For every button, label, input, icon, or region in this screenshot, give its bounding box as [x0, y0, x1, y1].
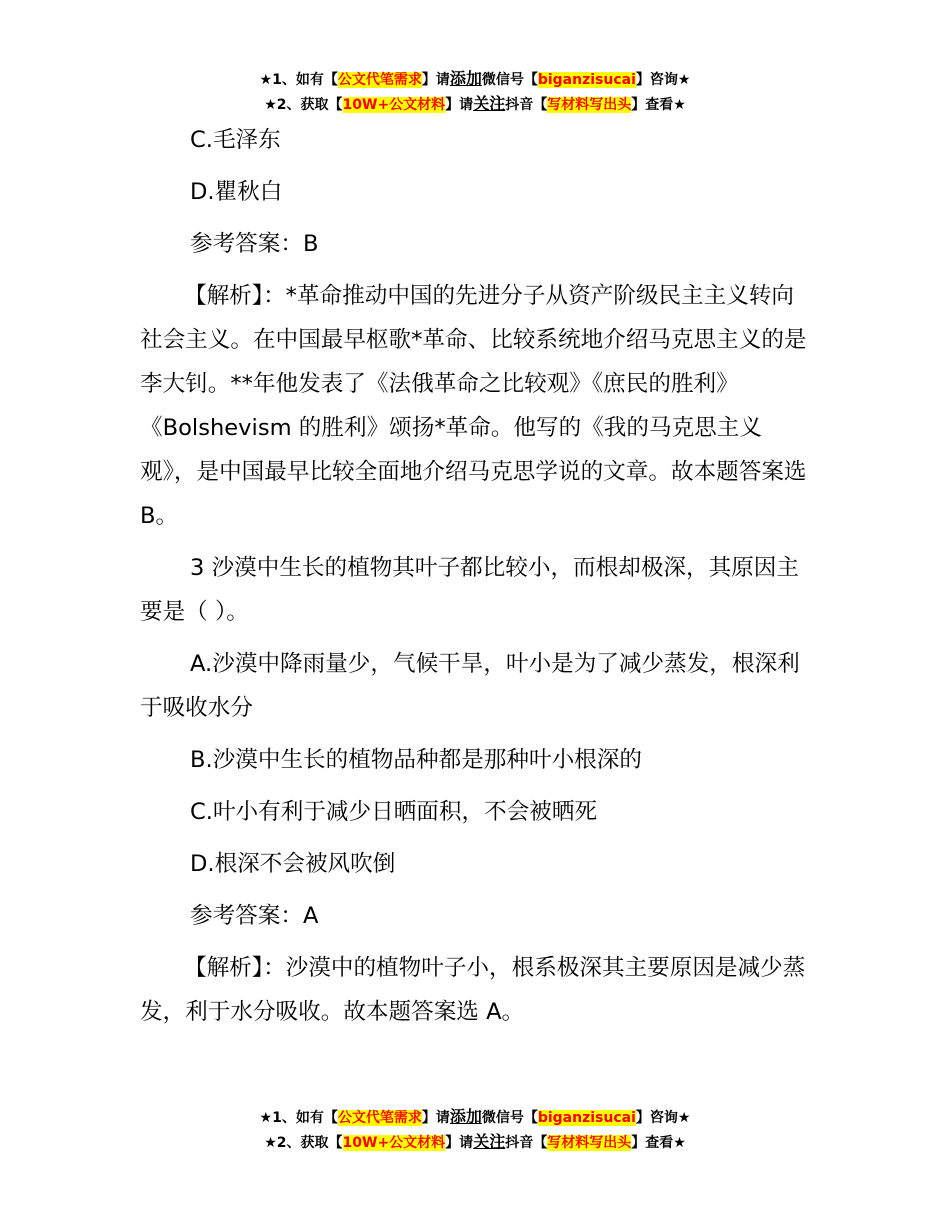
- highlight-douyin-account: 写材料写出头: [547, 97, 632, 113]
- highlight-materials: 10W+公文材料: [342, 97, 446, 113]
- highlight-service: 公文代笔需求: [337, 1110, 422, 1126]
- option-c: C.叶小有利于减少日晒面积，不会被晒死: [190, 799, 598, 825]
- option-c: C.毛泽东: [190, 127, 281, 153]
- banner-text: ★1、如有【: [259, 1110, 338, 1126]
- banner-text: 抖音【: [505, 1135, 548, 1151]
- banner-line-1: [0, 67, 950, 92]
- banner-text: 】请: [421, 72, 450, 88]
- banner-text: 】查看★: [631, 97, 686, 113]
- banner-text: 】请: [421, 1110, 450, 1126]
- banner-emphasis: 关注: [473, 1132, 506, 1151]
- highlight-douyin-account: 写材料写出头: [547, 1135, 632, 1151]
- banner-text: 】请: [445, 1135, 474, 1151]
- option-a: A.沙漠中降雨量少，气候干旱，叶小是为了减少蒸发，根深利于吸收水分: [140, 651, 800, 721]
- banner-text: 】咨询★: [635, 72, 691, 88]
- header-banner: [0, 67, 950, 117]
- banner-emphasis: 添加: [449, 1107, 482, 1126]
- answer: 参考答案：A: [190, 903, 319, 929]
- question-3: 3 沙漠中生长的植物其叶子都比较小，而根却极深，其原因主要是（ ）。: [140, 555, 799, 625]
- banner-text: 】查看★: [631, 1135, 686, 1151]
- highlight-service: 公文代笔需求: [337, 72, 422, 88]
- option-b: B.沙漠中生长的植物品种都是那种叶小根深的: [190, 747, 642, 773]
- banner-text: ★2、获取【: [264, 1135, 343, 1151]
- option-d: D.瞿秋白: [190, 179, 283, 205]
- document-body: [140, 118, 812, 1042]
- banner-text: ★1、如有【: [259, 72, 338, 88]
- option-d: D.根深不会被风吹倒: [190, 851, 396, 877]
- banner-text: 】咨询★: [635, 1110, 691, 1126]
- answer: 参考答案：B: [190, 231, 319, 257]
- banner-line-1: [0, 1105, 950, 1130]
- banner-emphasis: 关注: [473, 94, 506, 113]
- footer-banner: [0, 1105, 950, 1155]
- banner-text: 微信号【: [481, 1110, 538, 1126]
- banner-line-2: [0, 92, 950, 117]
- banner-line-2: [0, 1130, 950, 1155]
- banner-emphasis: 添加: [449, 69, 482, 88]
- banner-text: 微信号【: [481, 72, 538, 88]
- analysis-paragraph: 【解析】：*革命推动中国的先进分子从资产阶级民主主义转向社会主义。在中国最早枢歌*革命、比较系统地介绍马克思主义的是李大钊。**年他发表了《法俄革命之比较观》《庶民的胜利》《Bolshevism 的胜利》颂扬*革命。他写的《我的马克思主义观》，是中国最早比较全面地介绍马克思学说的文章。故本题答案选 B。: [140, 283, 807, 529]
- highlight-materials: 10W+公文材料: [342, 1135, 446, 1151]
- highlight-wechat-id: biganzisucai: [537, 1110, 636, 1126]
- banner-text: 抖音【: [505, 97, 548, 113]
- banner-text: ★2、获取【: [264, 97, 343, 113]
- banner-text: 】请: [445, 97, 474, 113]
- analysis-paragraph: 【解析】：沙漠中的植物叶子小，根系极深其主要原因是减少蒸发，利于水分吸收。故本题答案选 A。: [140, 955, 806, 1025]
- highlight-wechat-id: biganzisucai: [537, 72, 636, 88]
